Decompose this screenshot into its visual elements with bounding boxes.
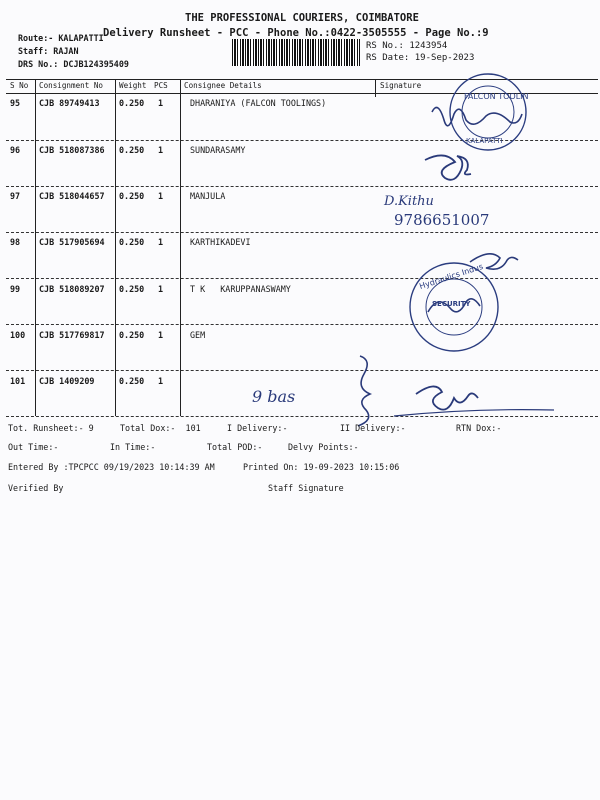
row-pcs: 1 — [158, 237, 164, 247]
i-delivery: I Delivery:- — [227, 423, 288, 433]
row-weight: 0.250 — [119, 98, 145, 108]
hydraulics-stamp-text: Hydraulics Indus — [418, 261, 485, 292]
handwritten-note: 9 bas — [252, 387, 296, 406]
row-sno: 98 — [10, 237, 21, 247]
row-consignment: CJB 517905694 — [39, 237, 105, 247]
rs-date: RS Date: 19-Sep-2023 — [366, 53, 475, 63]
falcon-stamp-text: FALCON TOOLIN — [464, 92, 529, 101]
runsheet-title: Delivery Runsheet - PCC - Phone No.:0422-3505555 - Page No.:9 — [103, 27, 489, 39]
row-consignee: SUNDARASAMY — [190, 145, 246, 155]
total-pod: Total POD:- — [207, 442, 263, 452]
col-header-consignee: Consignee Details — [184, 81, 262, 90]
row-pcs: 1 — [158, 191, 164, 201]
row-sno: 101 — [10, 376, 26, 386]
row-consignee: GEM — [190, 330, 206, 340]
row-weight: 0.250 — [119, 330, 145, 340]
row-consignment: CJB 89749413 — [39, 98, 100, 108]
row-consignment: CJB 518044657 — [39, 191, 105, 201]
row-consignee: DHARANIYA (FALCON TOOLINGS) — [190, 98, 327, 108]
drs-number: DRS No.: DCJB124395409 — [18, 59, 129, 69]
row-consignment: CJB 518089207 — [39, 284, 105, 294]
row-pcs: 1 — [158, 98, 164, 108]
handwritten-phone: 9786651007 — [394, 211, 490, 229]
rs-number: RS No.: 1243954 — [366, 41, 448, 51]
row-consignee: KARTHIKADEVI — [190, 237, 251, 247]
signature-row101 — [416, 386, 478, 409]
total-dox: Total Dox:- 101 — [120, 423, 201, 433]
staff-signature: Staff Signature — [268, 483, 344, 493]
row-consignee: T K KARUPPANASWAMY — [190, 284, 291, 294]
row-sno: 95 — [10, 98, 21, 108]
row-consignment: CJB 1409209 — [39, 376, 95, 386]
row-pcs: 1 — [158, 145, 164, 155]
verified-by: Verified By — [8, 483, 64, 493]
out-time: Out Time:- — [8, 442, 59, 452]
col-header-weight: Weight — [119, 81, 147, 90]
row-consignee: MANJULA — [190, 191, 226, 201]
signature-row95 — [432, 108, 522, 126]
handwritten-name: D.Kithu — [384, 194, 434, 209]
row-sno: 97 — [10, 191, 21, 201]
ii-delivery: II Delivery:- — [340, 423, 406, 433]
row-sno: 100 — [10, 330, 26, 340]
staff: Staff: RAJAN — [18, 46, 79, 56]
hydraulics-stamp-security: SECURITY — [432, 300, 471, 308]
printed-on: Printed On: 19-09-2023 10:15:06 — [243, 462, 400, 472]
signature-row96 — [425, 155, 471, 179]
falcon-stamp-place: KALAPATTI — [466, 137, 503, 145]
row-consignment: CJB 517769817 — [39, 330, 105, 340]
bracket-mark — [358, 356, 370, 426]
row-weight: 0.250 — [119, 237, 145, 247]
col-header-pcs: PCS — [154, 81, 168, 90]
delvy-points: Delvy Points:- — [288, 442, 359, 452]
col-header-sno: S No — [10, 81, 29, 90]
company-name: THE PROFESSIONAL COURIERS, COIMBATORE — [185, 12, 419, 24]
row-sno: 96 — [10, 145, 21, 155]
row-sno: 99 — [10, 284, 21, 294]
row-pcs: 1 — [158, 284, 164, 294]
row-weight: 0.250 — [119, 376, 145, 386]
rtn-dox: RTN Dox:- — [456, 423, 502, 433]
route: Route:- KALAPATTI — [18, 33, 104, 43]
signature-underline — [394, 410, 554, 416]
row-weight: 0.250 — [119, 284, 145, 294]
tot-runsheet: Tot. Runsheet:- 9 — [8, 423, 94, 433]
row-pcs: 1 — [158, 376, 164, 386]
row-pcs: 1 — [158, 330, 164, 340]
col-header-consignment: Consignment No — [39, 81, 104, 90]
entered-by: Entered By :TPCPCC 09/19/2023 10:14:39 AM — [8, 462, 215, 472]
in-time: In Time:- — [110, 442, 156, 452]
row-weight: 0.250 — [119, 191, 145, 201]
row-consignment: CJB 518087386 — [39, 145, 105, 155]
col-header-signature: Signature — [380, 81, 422, 90]
row-weight: 0.250 — [119, 145, 145, 155]
